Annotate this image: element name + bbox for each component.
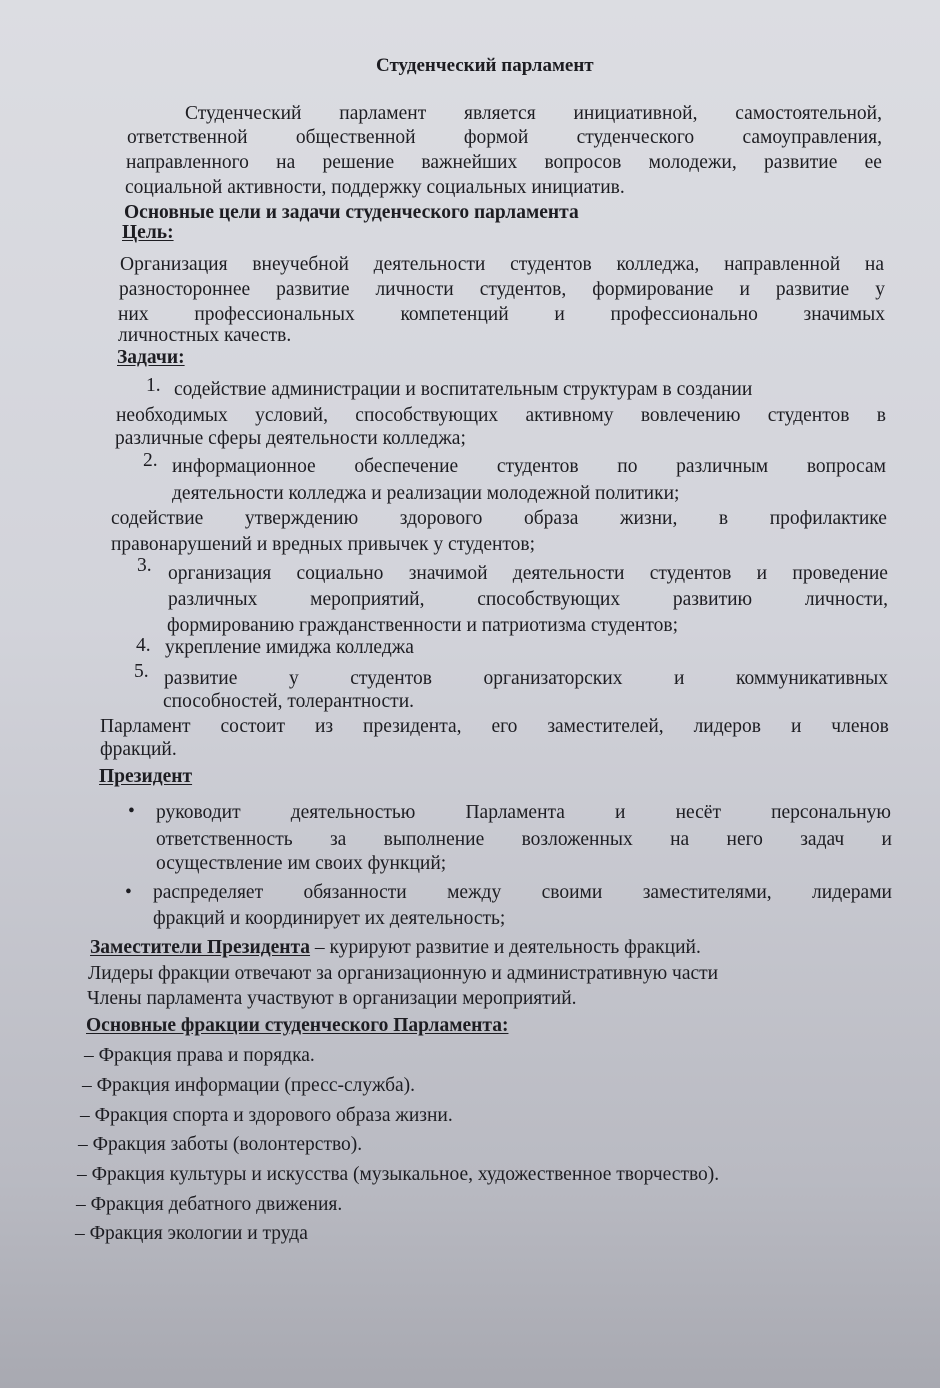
word: студентов bbox=[496, 456, 579, 477]
word: в bbox=[876, 405, 886, 426]
word: и bbox=[756, 563, 768, 584]
leaders-line: Лидеры фракции отвечают за организационную и административную части bbox=[88, 963, 719, 984]
word: Парламента bbox=[465, 802, 565, 823]
word: значимой bbox=[408, 563, 488, 584]
word: профессионально bbox=[610, 304, 758, 325]
word: коммуникативных bbox=[736, 668, 888, 689]
members-line: Члены парламента участвуют в организации мероприятий. bbox=[87, 988, 577, 1009]
word: студентов bbox=[767, 405, 850, 426]
task-number: 3. bbox=[137, 555, 152, 576]
word: различным bbox=[676, 456, 769, 477]
word: персональную bbox=[771, 802, 891, 823]
factions-label: Основные фракции студенческого Парламента: bbox=[86, 1015, 509, 1036]
word: по bbox=[617, 456, 638, 477]
word: формой bbox=[463, 127, 529, 148]
intro-line: социальной активности, поддержку социальных инициатив. bbox=[125, 177, 625, 198]
word: членов bbox=[831, 716, 889, 737]
word: формирование bbox=[592, 279, 714, 300]
word: личности, bbox=[804, 589, 888, 610]
word: молодежи, bbox=[648, 152, 737, 173]
word: жизни, bbox=[619, 508, 678, 529]
deputies-line bbox=[90, 936, 701, 960]
task-line: деятельности колледжа и реализации молодежной политики; bbox=[172, 483, 680, 504]
faction-item: – Фракция заботы (волонтерство). bbox=[78, 1134, 363, 1155]
word: его bbox=[491, 716, 518, 737]
word: вовлечению bbox=[640, 405, 741, 426]
goal-line bbox=[119, 278, 885, 302]
word: обеспечение bbox=[354, 456, 459, 477]
word: деятельности bbox=[512, 563, 625, 584]
word: Парламент bbox=[100, 716, 191, 737]
word: и bbox=[790, 716, 802, 737]
word: студентов bbox=[510, 254, 592, 275]
word: возложенных bbox=[521, 829, 633, 850]
task-line bbox=[116, 404, 886, 428]
word: деятельностью bbox=[290, 802, 416, 823]
word: вопросам bbox=[806, 456, 886, 477]
word: на bbox=[864, 254, 884, 275]
word: социально bbox=[296, 563, 384, 584]
president-duty-line bbox=[156, 828, 892, 852]
word: и bbox=[674, 668, 685, 689]
bullet-icon: • bbox=[125, 882, 132, 903]
task-number: 5. bbox=[134, 661, 149, 682]
word: колледжа, bbox=[616, 254, 700, 275]
deputies-label: Заместители Президента bbox=[90, 937, 311, 958]
word: студентов, bbox=[479, 279, 567, 300]
faction-item: – Фракция культуры и искусства (музыкальное, художественное творчество). bbox=[77, 1164, 720, 1185]
word: личности bbox=[375, 279, 454, 300]
word: и bbox=[615, 802, 626, 823]
word: студентов bbox=[350, 668, 432, 689]
president-duty-line bbox=[156, 801, 891, 825]
intro-line bbox=[185, 102, 882, 126]
word: образа bbox=[523, 508, 579, 529]
composition-line bbox=[100, 715, 889, 739]
word: и bbox=[881, 829, 892, 850]
word: заместителями, bbox=[642, 882, 772, 903]
word: профессиональных bbox=[194, 304, 355, 325]
word: него bbox=[726, 829, 763, 850]
word: общественной bbox=[295, 127, 416, 148]
task-line: содействие администрации и воспитательным структурам в создании bbox=[174, 379, 753, 400]
president-duty-line: фракций и координирует их деятельность; bbox=[153, 908, 506, 929]
word: проведение bbox=[792, 563, 888, 584]
word: на bbox=[276, 152, 296, 173]
president-label: Президент bbox=[99, 766, 193, 787]
word: организация bbox=[168, 563, 272, 584]
word: активному bbox=[525, 405, 614, 426]
faction-item: – Фракция дебатного движения. bbox=[76, 1194, 343, 1215]
word: парламент bbox=[339, 103, 427, 124]
word: утверждению bbox=[244, 508, 359, 529]
word: содействие bbox=[111, 508, 204, 529]
task-line: правонарушений и вредных привычек у студентов; bbox=[111, 534, 536, 555]
word: деятельности bbox=[373, 254, 486, 275]
word: направленного bbox=[126, 152, 249, 173]
word: направленной bbox=[724, 254, 841, 275]
faction-item: – Фракция экологии и труда bbox=[75, 1223, 308, 1244]
word: необходимых bbox=[116, 405, 228, 426]
faction-item: – Фракция спорта и здорового образа жизни. bbox=[80, 1105, 453, 1126]
task-line bbox=[168, 588, 888, 612]
task-line bbox=[164, 667, 888, 691]
word: состоит bbox=[220, 716, 286, 737]
word: в bbox=[718, 508, 729, 529]
word: лидерами bbox=[812, 882, 892, 903]
word: здорового bbox=[399, 508, 483, 529]
word: своими bbox=[541, 882, 603, 903]
word: президента, bbox=[363, 716, 462, 737]
word: инициативной, bbox=[573, 103, 698, 124]
word: задач bbox=[800, 829, 845, 850]
word: и bbox=[554, 304, 565, 325]
task-number: 2. bbox=[143, 450, 158, 471]
task-number: 1. bbox=[146, 375, 161, 396]
document-title: Студенческий парламент bbox=[376, 55, 594, 76]
word: самостоятельной, bbox=[735, 103, 882, 124]
word: них bbox=[118, 304, 149, 325]
word: руководит bbox=[156, 802, 241, 823]
composition-line: фракций. bbox=[100, 739, 177, 760]
word: у bbox=[875, 279, 885, 300]
word: является bbox=[464, 103, 536, 124]
intro-line bbox=[127, 126, 882, 150]
word: способствующих bbox=[477, 589, 621, 610]
task-line: формированию гражданственности и патриотизма студентов; bbox=[167, 615, 678, 636]
word: компетенций bbox=[400, 304, 509, 325]
word: из bbox=[314, 716, 334, 737]
word: у bbox=[288, 668, 299, 689]
word: развитию bbox=[672, 589, 753, 610]
goals-heading: Основные цели и задачи студенческого парламента bbox=[124, 202, 579, 223]
word: ответственной bbox=[127, 127, 248, 148]
word: ее bbox=[864, 152, 882, 173]
word: мероприятий, bbox=[310, 589, 425, 610]
word: организаторских bbox=[483, 668, 623, 689]
word: студенческого bbox=[576, 127, 695, 148]
word: разностороннее bbox=[119, 279, 251, 300]
word: вопросов bbox=[544, 152, 622, 173]
word: между bbox=[447, 882, 502, 903]
word: Организация bbox=[120, 254, 228, 275]
word: обязанности bbox=[303, 882, 407, 903]
word: распределяет bbox=[153, 882, 264, 903]
task-line bbox=[168, 562, 888, 586]
deputies-text: – курируют развитие и деятельность фракций. bbox=[310, 937, 701, 958]
word: за bbox=[329, 829, 347, 850]
word: различных bbox=[168, 589, 258, 610]
word: развитие bbox=[164, 668, 238, 689]
tasks-label: Задачи: bbox=[117, 347, 185, 368]
word: самоуправления, bbox=[742, 127, 882, 148]
word: выполнение bbox=[383, 829, 485, 850]
word: значимых bbox=[803, 304, 885, 325]
task-line: способностей, толерантности. bbox=[163, 691, 415, 712]
word: заместителей, bbox=[547, 716, 664, 737]
intro-line bbox=[126, 151, 882, 175]
president-duty-line bbox=[153, 881, 892, 905]
faction-item: – Фракция информации (пресс-служба). bbox=[82, 1075, 416, 1096]
word: на bbox=[670, 829, 690, 850]
faction-item: – Фракция права и порядка. bbox=[84, 1045, 315, 1066]
task-line: различные сферы деятельности колледжа; bbox=[115, 428, 466, 449]
goal-line: личностных качеств. bbox=[118, 325, 292, 346]
president-duty-line: осуществление им своих функций; bbox=[156, 853, 447, 874]
task-number: 4. bbox=[136, 635, 151, 656]
word: развитие bbox=[276, 279, 350, 300]
bullet-icon: • bbox=[128, 801, 135, 822]
word: внеучебной bbox=[252, 254, 349, 275]
word: и bbox=[739, 279, 750, 300]
goal-line bbox=[120, 253, 884, 277]
word: несёт bbox=[675, 802, 721, 823]
word: студентов bbox=[649, 563, 732, 584]
word: способствующих bbox=[355, 405, 499, 426]
word: развитие bbox=[764, 152, 838, 173]
word: информационное bbox=[172, 456, 316, 477]
word: условий, bbox=[255, 405, 328, 426]
word: профилактике bbox=[769, 508, 887, 529]
word: лидеров bbox=[693, 716, 762, 737]
word: ответственность bbox=[156, 829, 293, 850]
goal-label: Цель: bbox=[122, 222, 174, 243]
task-line: укрепление имиджа колледжа bbox=[165, 637, 414, 658]
task-line bbox=[111, 507, 887, 531]
word: Студенческий bbox=[185, 103, 302, 124]
word: развитие bbox=[775, 279, 850, 300]
word: важнейших bbox=[421, 152, 518, 173]
word: решение bbox=[322, 152, 395, 173]
task-line bbox=[172, 455, 886, 479]
